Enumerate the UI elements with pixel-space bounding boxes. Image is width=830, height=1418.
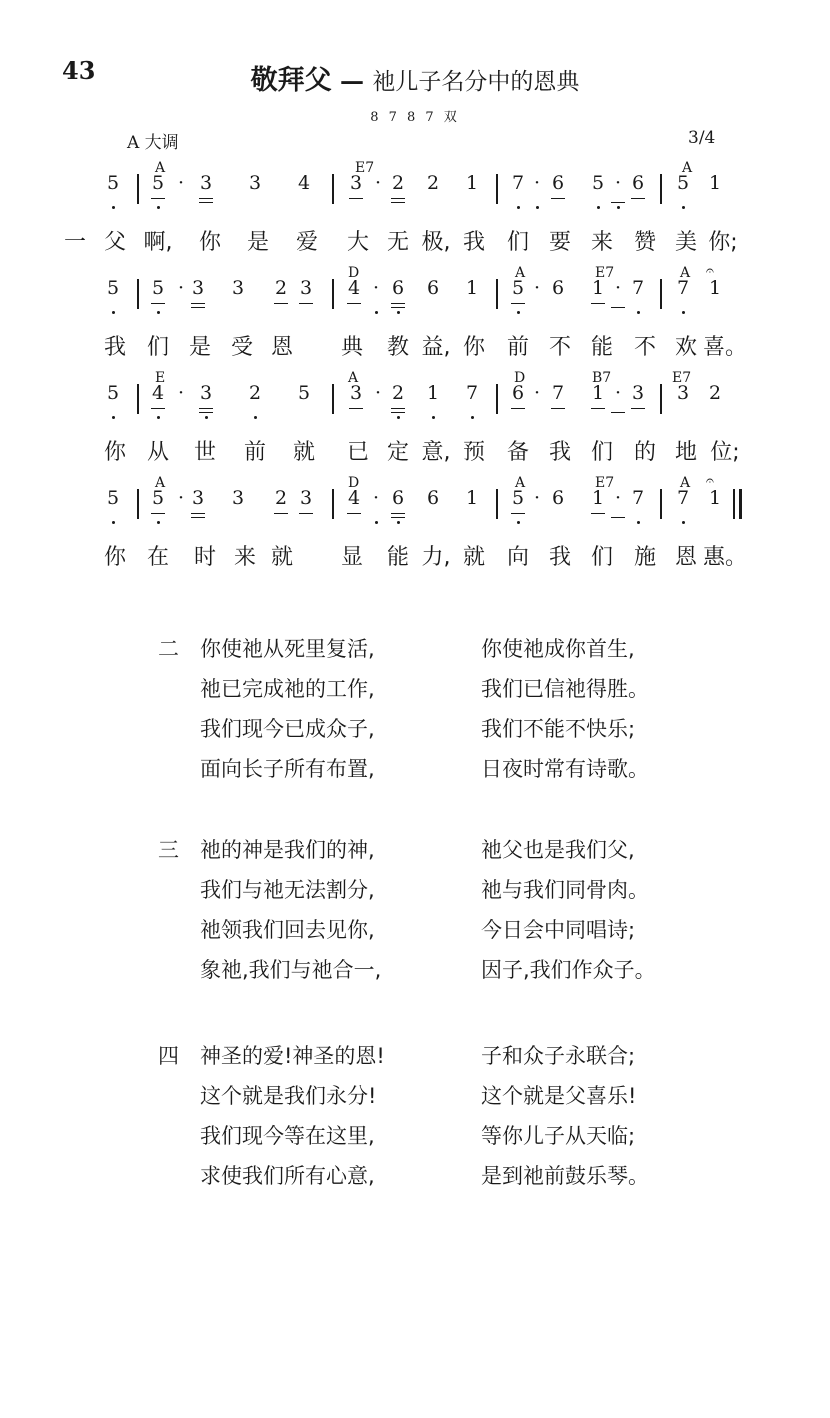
note: 3: [299, 487, 313, 509]
hymn-number: 43: [62, 56, 96, 85]
note: 7: [676, 487, 690, 509]
sixteenth-beam: [391, 517, 405, 518]
note: 4: [297, 172, 311, 194]
note: 5: [151, 277, 165, 299]
octave-dot: [536, 206, 539, 209]
lyric-syllable: 你;: [708, 230, 738, 255]
verse-line: 这个就是父喜乐!: [481, 1084, 637, 1108]
chord-symbol: E7: [595, 265, 615, 281]
verse-line: 你使祂成你首生,: [481, 637, 635, 661]
bar-line: [496, 279, 498, 309]
eighth-beam: [631, 198, 645, 199]
eighth-beam: [391, 513, 405, 514]
note: 4: [151, 382, 165, 404]
sixteenth-beam: [191, 517, 205, 518]
note: 3: [191, 487, 205, 509]
lyric-syllable: 你: [103, 440, 127, 465]
dot-note: ·: [374, 382, 382, 404]
note: 5: [591, 172, 605, 194]
dot-note: ·: [374, 172, 382, 194]
dot-note: ·: [372, 277, 380, 299]
verse-line: 这个就是我们永分!: [200, 1084, 377, 1108]
octave-dot: [375, 311, 378, 314]
lyric-syllable: 地: [674, 440, 698, 465]
verse-line: 我们与祂无法割分,: [200, 878, 375, 902]
verse-line: 日夜时常有诗歌。: [481, 757, 649, 781]
octave-dot: [682, 521, 685, 524]
eighth-beam: [591, 408, 605, 409]
lyric-syllable: 教: [386, 335, 410, 360]
sixteenth-beam: [611, 517, 625, 518]
octave-dot: [397, 311, 400, 314]
eighth-beam: [274, 303, 288, 304]
lyric-syllable: 能: [386, 545, 410, 570]
lyric-syllable: 赞: [633, 230, 657, 255]
eighth-beam: [551, 408, 565, 409]
lyric-syllable: 前: [243, 440, 267, 465]
dot-note: ·: [614, 487, 622, 509]
lyric-syllable: 的: [633, 440, 657, 465]
lyric-syllable: 向: [506, 545, 530, 570]
chord-symbol: A: [515, 475, 526, 491]
verse-line: 子和众子永联合;: [481, 1044, 636, 1068]
lyric-syllable: 是: [188, 335, 212, 360]
note: 2: [391, 382, 405, 404]
verse-line: 祂父也是我们父,: [481, 838, 635, 862]
lyric-syllable: 意,: [421, 440, 451, 465]
note: 2: [274, 277, 288, 299]
note: 1: [465, 277, 479, 299]
eighth-beam: [511, 303, 525, 304]
lyric-syllable: 前: [506, 335, 530, 360]
lyric-syllable: 一: [63, 230, 87, 255]
chord-symbol: A: [155, 475, 166, 491]
lyric-syllable: 们: [590, 545, 614, 570]
meter: 8 7 8 7 双: [370, 110, 460, 125]
verse-line: 求使我们所有心意,: [200, 1164, 375, 1188]
bar-line: [660, 384, 662, 414]
lyric-syllable: 爱: [295, 230, 319, 255]
lyric-syllable: 典: [340, 335, 364, 360]
lyric-syllable: 们: [590, 440, 614, 465]
note: 2: [248, 382, 262, 404]
dot-note: ·: [533, 172, 541, 194]
note: 7: [631, 487, 645, 509]
octave-dot: [397, 416, 400, 419]
chord-symbol: D: [348, 265, 360, 281]
lyric-syllable: 就: [292, 440, 316, 465]
eighth-beam: [191, 513, 205, 514]
octave-dot: [157, 521, 160, 524]
eighth-beam: [631, 408, 645, 409]
lyric-syllable: 你: [462, 335, 486, 360]
note: 6: [511, 382, 525, 404]
lyric-syllable: 恩: [674, 545, 698, 570]
dot-note: ·: [177, 382, 185, 404]
lyric-syllable: 我: [548, 545, 572, 570]
note: 3: [349, 172, 363, 194]
lyric-syllable: 来: [233, 545, 257, 570]
verse-line: 等你儿子从天临;: [481, 1124, 636, 1148]
octave-dot: [517, 311, 520, 314]
lyric-syllable: 欢: [674, 335, 698, 360]
verse-line: 祂领我们回去见你,: [200, 918, 375, 942]
note: 5: [151, 172, 165, 194]
chord-symbol: A: [155, 160, 166, 176]
note: 6: [391, 487, 405, 509]
chord-symbol: B7: [592, 370, 612, 386]
lyric-syllable: 备: [506, 440, 530, 465]
verse-line: 我们现今已成众子,: [200, 717, 375, 741]
lyric-syllable: 益,: [421, 335, 451, 360]
bar-line: [496, 174, 498, 204]
fermata-icon: 𝄐: [706, 473, 714, 489]
verse-line: 象祂,我们与祂合一,: [200, 958, 382, 982]
octave-dot: [432, 416, 435, 419]
final-bar-line: [739, 489, 742, 519]
note: 7: [465, 382, 479, 404]
verse-line: 神圣的爱!神圣的恩!: [200, 1044, 385, 1068]
dot-note: ·: [177, 277, 185, 299]
note: 6: [551, 487, 565, 509]
eighth-beam: [349, 198, 363, 199]
lyric-syllable: 显: [340, 545, 364, 570]
verse-line: 祂的神是我们的神,: [200, 838, 375, 862]
verse-line: 是到祂前鼓乐琴。: [481, 1164, 649, 1188]
note: 1: [591, 382, 605, 404]
key-signature: A 大调: [127, 133, 179, 153]
bar-line: [137, 174, 139, 204]
octave-dot: [375, 521, 378, 524]
verse-line: 我们现今等在这里,: [200, 1124, 375, 1148]
lyric-syllable: 们: [506, 230, 530, 255]
octave-dot: [517, 206, 520, 209]
chord-symbol: A: [348, 370, 359, 386]
lyric-syllable: 定: [386, 440, 410, 465]
lyric-syllable: 不: [633, 335, 657, 360]
note: 7: [676, 277, 690, 299]
sixteenth-beam: [611, 202, 625, 203]
chord-symbol: D: [514, 370, 526, 386]
lyric-syllable: 就: [270, 545, 294, 570]
dot-note: ·: [177, 487, 185, 509]
lyric-syllable: 位;: [710, 440, 740, 465]
octave-dot: [205, 416, 208, 419]
octave-dot: [637, 521, 640, 524]
fermata-icon: 𝄐: [706, 263, 714, 279]
octave-dot: [157, 206, 160, 209]
bar-line: [137, 279, 139, 309]
bar-line: [332, 174, 334, 204]
time-signature: 3/4: [688, 128, 716, 148]
lyric-syllable: 无: [386, 230, 410, 255]
lyric-syllable: 我: [103, 335, 127, 360]
bar-line: [137, 384, 139, 414]
note: 3: [349, 382, 363, 404]
title-subtitle: 祂儿子名分中的恩典: [372, 69, 580, 95]
lyric-syllable: 你: [198, 230, 222, 255]
bar-line: [332, 489, 334, 519]
final-bar-line: [733, 489, 735, 519]
chord-symbol: E7: [595, 475, 615, 491]
verse-number: 二: [158, 637, 179, 661]
lyric-syllable: 恩: [270, 335, 294, 360]
title-main: 敬拜父: [250, 65, 332, 96]
note: 1: [708, 487, 722, 509]
bar-line: [660, 489, 662, 519]
note: 3: [299, 277, 313, 299]
eighth-beam: [347, 303, 361, 304]
bar-line: [496, 489, 498, 519]
dot-note: ·: [533, 277, 541, 299]
note: 1: [708, 277, 722, 299]
lyric-syllable: 受: [230, 335, 254, 360]
lyric-syllable: 从: [146, 440, 170, 465]
note: 7: [511, 172, 525, 194]
chord-symbol: A: [515, 265, 526, 281]
verse-line: 我们不能不快乐;: [481, 717, 636, 741]
note: 3: [231, 277, 245, 299]
sixteenth-beam: [391, 412, 405, 413]
lyric-syllable: 世: [193, 440, 217, 465]
note: 1: [708, 172, 722, 194]
lyric-syllable: 是: [246, 230, 270, 255]
eighth-beam: [391, 408, 405, 409]
note: 3: [248, 172, 262, 194]
eighth-beam: [151, 408, 165, 409]
eighth-beam: [274, 513, 288, 514]
eighth-beam: [151, 303, 165, 304]
hymn-title: [0, 58, 830, 97]
eighth-beam: [391, 198, 405, 199]
lyric-syllable: 在: [146, 545, 170, 570]
octave-dot: [617, 206, 620, 209]
note: 2: [391, 172, 405, 194]
note: 2: [426, 172, 440, 194]
eighth-beam: [299, 303, 313, 304]
dot-note: ·: [533, 487, 541, 509]
lyric-syllable: 我: [462, 230, 486, 255]
chord-symbol: E7: [355, 160, 375, 176]
sixteenth-beam: [611, 412, 625, 413]
note: 5: [151, 487, 165, 509]
note: 6: [631, 172, 645, 194]
note: 6: [391, 277, 405, 299]
note: 3: [631, 382, 645, 404]
note: 3: [676, 382, 690, 404]
note: 1: [591, 487, 605, 509]
note: 1: [465, 172, 479, 194]
note: 2: [274, 487, 288, 509]
note: 5: [511, 277, 525, 299]
sixteenth-beam: [191, 307, 205, 308]
octave-dot: [112, 311, 115, 314]
eighth-beam: [551, 198, 565, 199]
lyric-syllable: 我: [548, 440, 572, 465]
chord-symbol: A: [680, 265, 691, 281]
sixteenth-beam: [611, 307, 625, 308]
octave-dot: [157, 416, 160, 419]
octave-dot: [517, 521, 520, 524]
dot-note: ·: [177, 172, 185, 194]
note: 1: [591, 277, 605, 299]
eighth-beam: [349, 408, 363, 409]
note: 3: [191, 277, 205, 299]
lyric-syllable: 施: [633, 545, 657, 570]
lyric-syllable: 时: [193, 545, 217, 570]
lyric-syllable: 能: [590, 335, 614, 360]
lyric-syllable: 喜。: [702, 335, 748, 360]
lyric-syllable: 们: [146, 335, 170, 360]
sixteenth-beam: [199, 202, 213, 203]
note: 6: [551, 172, 565, 194]
eighth-beam: [151, 513, 165, 514]
note: 3: [199, 172, 213, 194]
verse-line: 因子,我们作众子。: [481, 958, 656, 982]
lyric-syllable: 就: [462, 545, 486, 570]
chord-symbol: E: [155, 370, 166, 386]
lyric-syllable: 美: [674, 230, 698, 255]
chord-symbol: A: [680, 475, 691, 491]
eighth-beam: [151, 198, 165, 199]
note: 1: [465, 487, 479, 509]
note: 5: [676, 172, 690, 194]
octave-dot: [471, 416, 474, 419]
sixteenth-beam: [391, 307, 405, 308]
sixteenth-beam: [199, 412, 213, 413]
note: 4: [347, 487, 361, 509]
note: 1: [426, 382, 440, 404]
note: 7: [631, 277, 645, 299]
note: 2: [708, 382, 722, 404]
verse-number: 三: [158, 838, 179, 862]
verse-line: 祂已完成祂的工作,: [200, 677, 375, 701]
note: 3: [199, 382, 213, 404]
bar-line: [660, 279, 662, 309]
note: 6: [426, 277, 440, 299]
octave-dot: [254, 416, 257, 419]
bar-line: [332, 279, 334, 309]
note: 6: [426, 487, 440, 509]
bar-line: [496, 384, 498, 414]
verse-line: 祂与我们同骨肉。: [481, 878, 649, 902]
eighth-beam: [591, 513, 605, 514]
note: 3: [231, 487, 245, 509]
bar-line: [137, 489, 139, 519]
note: 5: [511, 487, 525, 509]
lyric-syllable: 不: [548, 335, 572, 360]
lyric-syllable: 来: [590, 230, 614, 255]
lyric-syllable: 预: [462, 440, 486, 465]
lyric-syllable: 惠。: [702, 545, 748, 570]
octave-dot: [157, 311, 160, 314]
octave-dot: [682, 206, 685, 209]
octave-dot: [112, 416, 115, 419]
note: 4: [347, 277, 361, 299]
dot-note: ·: [614, 172, 622, 194]
bar-line: [332, 384, 334, 414]
dot-note: ·: [533, 382, 541, 404]
eighth-beam: [199, 198, 213, 199]
verse-number: 四: [158, 1044, 179, 1068]
note: 7: [551, 382, 565, 404]
chord-symbol: A: [682, 160, 693, 176]
verse-line: 你使祂从死里复活,: [200, 637, 375, 661]
octave-dot: [637, 311, 640, 314]
octave-dot: [682, 311, 685, 314]
verse-line: 我们已信祂得胜。: [481, 677, 649, 701]
sixteenth-beam: [391, 202, 405, 203]
note: 5: [106, 277, 120, 299]
dot-note: ·: [372, 487, 380, 509]
octave-dot: [397, 521, 400, 524]
note: 5: [106, 382, 120, 404]
eighth-beam: [391, 303, 405, 304]
verse-line: 今日会中同唱诗;: [481, 918, 636, 942]
eighth-beam: [347, 513, 361, 514]
octave-dot: [112, 521, 115, 524]
lyric-syllable: 已: [346, 440, 370, 465]
octave-dot: [112, 206, 115, 209]
eighth-beam: [299, 513, 313, 514]
eighth-beam: [191, 303, 205, 304]
lyric-syllable: 啊,: [143, 230, 173, 255]
lyric-syllable: 极,: [421, 230, 451, 255]
lyric-syllable: 大: [346, 230, 370, 255]
lyric-syllable: 你: [103, 545, 127, 570]
dot-note: ·: [614, 382, 622, 404]
bar-line: [660, 174, 662, 204]
note: 5: [106, 487, 120, 509]
octave-dot: [597, 206, 600, 209]
lyric-syllable: 要: [548, 230, 572, 255]
eighth-beam: [511, 408, 525, 409]
eighth-beam: [199, 408, 213, 409]
note: 6: [551, 277, 565, 299]
dot-note: ·: [614, 277, 622, 299]
eighth-beam: [511, 513, 525, 514]
verse-line: 面向长子所有布置,: [200, 757, 375, 781]
eighth-beam: [591, 303, 605, 304]
note: 5: [106, 172, 120, 194]
lyric-syllable: 力,: [421, 545, 451, 570]
title-dash: —: [331, 66, 373, 95]
chord-symbol: D: [348, 475, 360, 491]
chord-symbol: E7: [672, 370, 692, 386]
note: 5: [297, 382, 311, 404]
lyric-syllable: 父: [103, 230, 127, 255]
